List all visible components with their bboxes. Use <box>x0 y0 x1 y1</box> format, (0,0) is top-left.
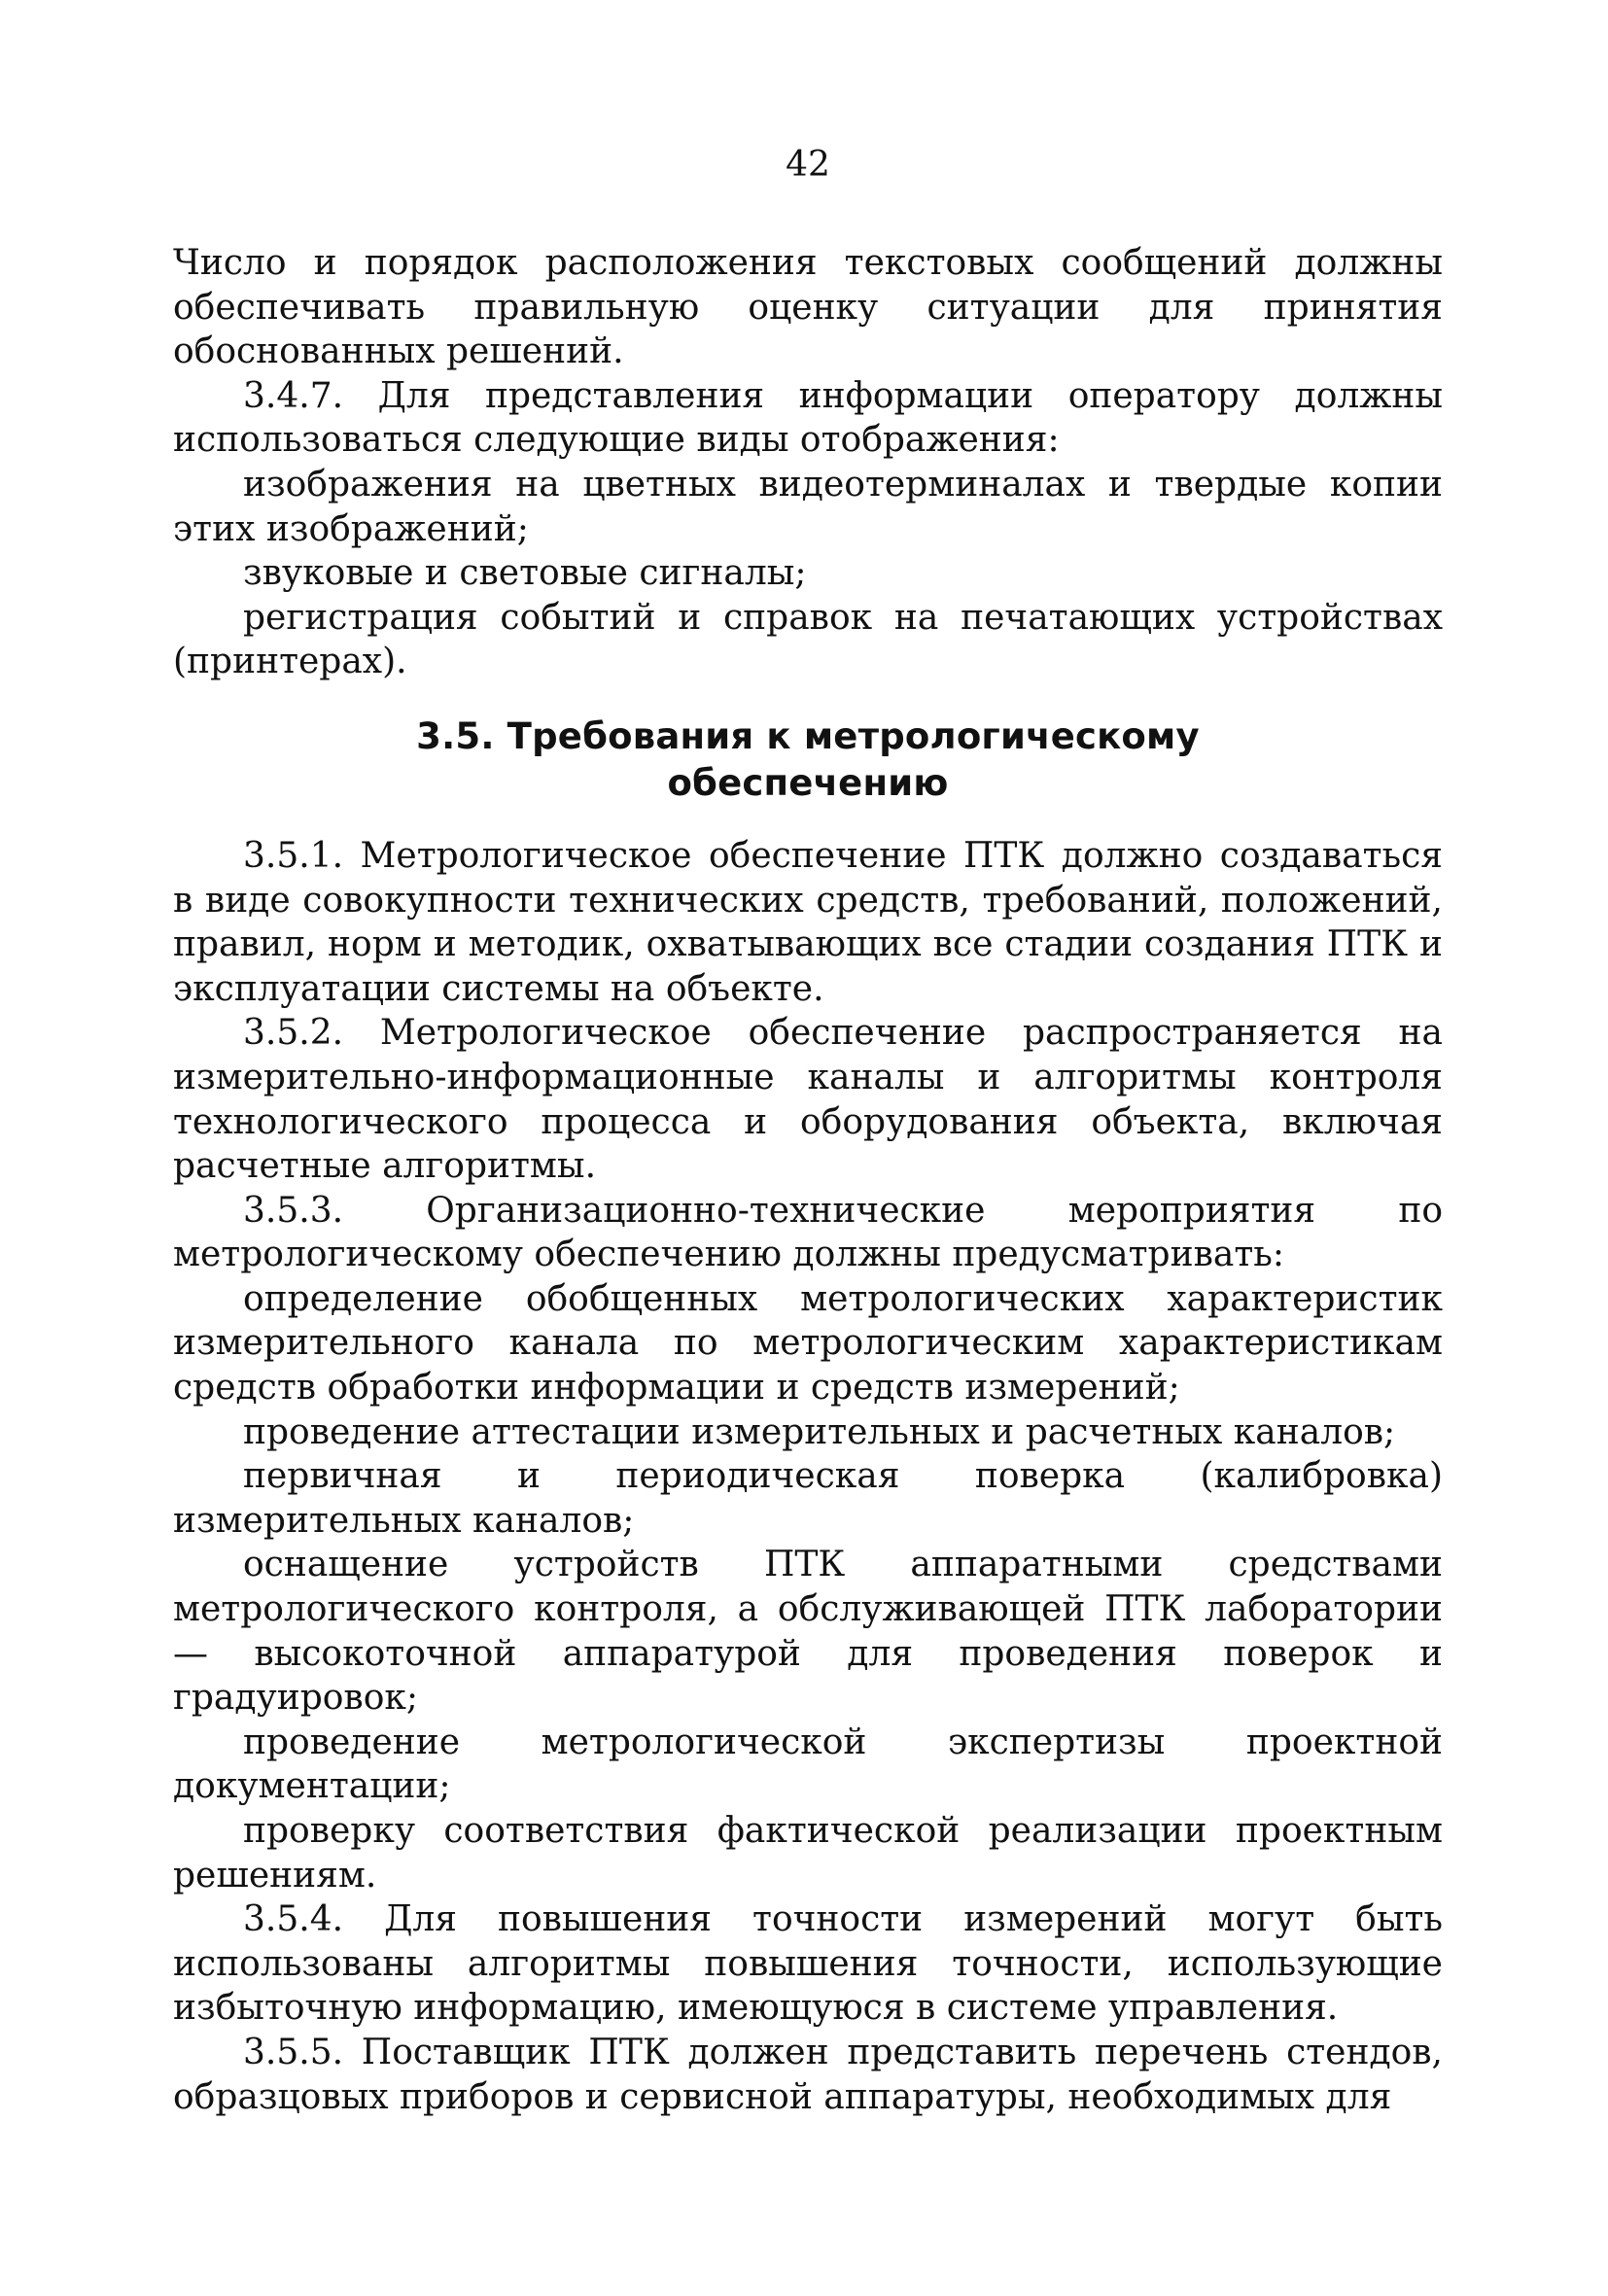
list-item: изображения на цветных видеотерминалах и твердые копии этих изображений; <box>173 464 1443 549</box>
section-heading-line-1: 3.5. Требования к метрологическому <box>416 714 1200 757</box>
paragraph: 3.4.7. Для представления информации оператору должны использоваться следующие виды отображения: <box>173 375 1443 461</box>
paragraph: 3.5.5. Поставщик ПТК должен представить перечень стендов, образцовых приборов и сервисной аппаратуры, необходимых для <box>173 2032 1443 2117</box>
list-item: проведение метрологической экспертизы проектной документации; <box>173 1722 1443 1807</box>
list-item: проверку соответствия фактической реализации проектным решениям. <box>173 1811 1443 1896</box>
list-item: звуковые и световые сигналы; <box>243 553 807 594</box>
page-number: 42 <box>786 145 830 185</box>
section-heading <box>173 713 1443 807</box>
paragraph: 3.5.1. Метрологическое обеспечение ПТК должно создаваться в виде совокупности технических средств, требований, положений, правил, норм и методик, охватывающих все стадии создания ПТК и эксплуатации системы на объекте. <box>173 835 1443 1009</box>
list-item: регистрация событий и справок на печатающих устройствах (принтерах). <box>173 597 1443 682</box>
paragraph: 3.5.4. Для повышения точности измерений могут быть использованы алгоритмы повышения точности, использующие избыточную информацию, имеющуюся в системе управления. <box>173 1899 1443 2029</box>
paragraph: Число и порядок расположения текстовых сообщений должны обеспечивать правильную оценку ситуации для принятия обоснованных решений. <box>173 243 1443 372</box>
paragraph: 3.5.3. Организационно-технические мероприятия по метрологическому обеспечению должны предусматривать: <box>173 1190 1443 1275</box>
document-page <box>173 146 1443 2119</box>
list-item: определение обобщенных метрологических характеристик измерительного канала по метрологическим характеристикам средств обработки информации и средств измерений; <box>173 1278 1443 1409</box>
list-item: проведение аттестации измерительных и расчетных каналов; <box>243 1411 1396 1452</box>
section-heading-line-2: обеспечению <box>667 761 949 804</box>
paragraph: 3.5.2. Метрологическое обеспечение распространяется на измерительно-информационные каналы и алгоритмы контроля технологического процесса и оборудования объекта, включая расчетные алгоритмы. <box>173 1013 1443 1187</box>
list-item: оснащение устройств ПТК аппаратными средствами метрологического контроля, а обслуживающей ПТК лаборатории — высокоточной аппаратурой для проведения поверок и градуировок; <box>173 1545 1443 1719</box>
list-item: первичная и периодическая поверка (калибровка) измерительных каналов; <box>173 1456 1443 1541</box>
